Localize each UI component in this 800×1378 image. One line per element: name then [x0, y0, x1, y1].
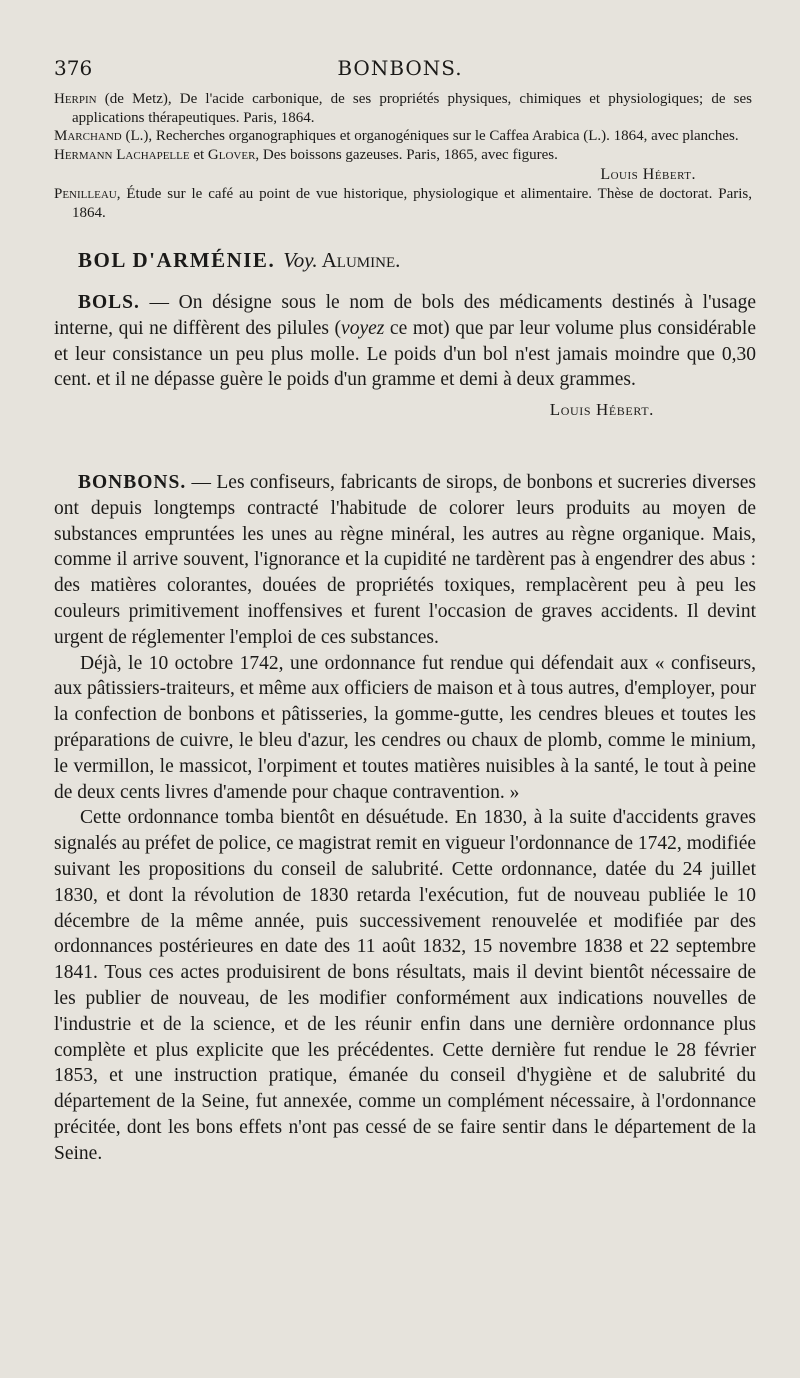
- bols-text-b: ce mot) que par leur volume plus considérable et leur consistance un peu plus molle. Le poids d'un bol n'est jamais moindre que 0,30 cent. et il ne dépasse guère le poids d'un gramme et demi à deux grammes.: [54, 317, 756, 391]
- bonbons-text-1: — Les confiseurs, fabricants de sirops, de bonbons et sucreries diverses ont depuis longtemps contracté l'habitude de colorer leurs produits au moyen de substances empruntées les unes au règne minéral, les autres au règne organique. Mais, comme il arrive souvent, l'ignorance et la cupidité ne tardèrent pas à engendrer des abus : des matières colorantes, douées de propriétés toxiques, remplacèrent peu à peu les couleurs primitivement inoffensives et furent l'occasion de graves accidents. Il devint urgent de réglementer l'emploi de ces substances.: [54, 472, 756, 648]
- bib-conjunction: et: [189, 146, 208, 163]
- bib-text: , Des boissons gazeuses. Paris, 1865, avec figures.: [255, 146, 558, 163]
- entry-headword: BONBONS.: [78, 472, 187, 493]
- entry-headword: BOL D'ARMÉNIE.: [78, 248, 276, 272]
- page-number: 376: [54, 56, 93, 80]
- entry-bol-armenie: [78, 248, 400, 273]
- entry-bols: [54, 290, 756, 423]
- entry-bonbons: [54, 470, 756, 1167]
- bibliography-entry: [54, 127, 752, 146]
- bibliography-entry: [54, 90, 752, 127]
- bols-paragraph: [54, 290, 756, 393]
- bibliography-entry: [54, 185, 752, 222]
- bib-author: Hermann Lachapelle: [54, 146, 190, 163]
- bib-text: (de Metz), De l'acide carbonique, de ses propriétés physiques, chimiques et physiologiques; de ses applications thérapeutiques. Paris, 1864.: [72, 91, 752, 126]
- bonbons-paragraph-2: Déjà, le 10 octobre 1742, une ordonnance fut rendue qui défendait aux « confiseurs, aux pâtissiers-traiteurs, et même aux officiers de maison et à tous autres, d'employer, pour la confection de bonbons et pâtisseries, la gomme-gutte, les cendres bleues et toutes les préparations de cuivre, le bleu d'azur, les cendres ou chaux de plomb, comme le minium, le vermillon, le massicot, l'orpiment et toutes matières nuisibles à la santé, le tout à peine de deux cents livres d'amende pour chaque contravention. »: [54, 652, 756, 803]
- bibliography-entry: [54, 146, 752, 165]
- voy-reference: Voy.: [283, 248, 318, 272]
- bib-text: , Étude sur le café au point de vue historique, physiologique et alimentaire. Thèse de doctorat. Paris, 1864.: [72, 185, 752, 221]
- bib-author: Herpin: [54, 91, 97, 107]
- page-header: [54, 56, 746, 84]
- bib-author: Marchand: [54, 128, 122, 145]
- running-title: BONBONS.: [337, 56, 463, 80]
- bib-author: Penilleau: [54, 185, 117, 202]
- bonbons-paragraph-3: Cette ordonnance tomba bientôt en désuétude. En 1830, à la suite d'accidents graves signalés au préfet de police, ce magistrat remit en vigueur l'ordonnance de 1742, modifiée suivant les propositions du conseil de salubrité. Cette ordonnance, datée du 24 juillet 1830, et dont la révolution de 1830 retarda l'exécution, fut de nouveau publiée le 10 décembre de la même année, puis successivement renouvelée et modifiée par des ordonnances postérieures en date des 11 août 1832, 15 novembre 1838 et 22 septembre 1841. Tous ces actes produisirent de bons résultats, mais il devint bientôt nécessaire de les publier de nouveau, de les modifier conformément aux indications nouvelles de l'industrie et de la science, et de les réunir enfin dans une dernière ordonnance plus complète et plus explicite que les précédentes. Cette dernière fut rendue le 28 février 1853, et une instruction pratique, émanée du conseil d'hygiène et de salubrité du département de la Seine, fut annexée, comme un complément nécessaire, à l'ordonnance précitée, dont les bons effets n'ont pas cessé de se faire sentir dans le département de la Seine.: [54, 807, 756, 1164]
- bib-text: (L.), Recherches organographiques et organogéniques sur le Caffea Arabica (L.). 1864, avec planches.: [121, 128, 739, 145]
- voyez-italic: voyez: [341, 317, 385, 339]
- bibliography-section: [54, 90, 752, 222]
- signature-herbert-1: Louis Hébert.: [600, 166, 696, 184]
- bols-text-a: — On désigne sous le nom de bols des médicaments destinés à l'usage interne, qui ne diffèrent des pilules (: [54, 292, 756, 339]
- entry-headword: BOLS.: [78, 292, 140, 313]
- cross-reference: Alumine.: [321, 248, 401, 272]
- bib-author-2: Glover: [207, 146, 256, 163]
- bonbons-paragraph-1: [54, 470, 756, 651]
- signature-herbert-2: Louis Hébert.: [549, 400, 654, 420]
